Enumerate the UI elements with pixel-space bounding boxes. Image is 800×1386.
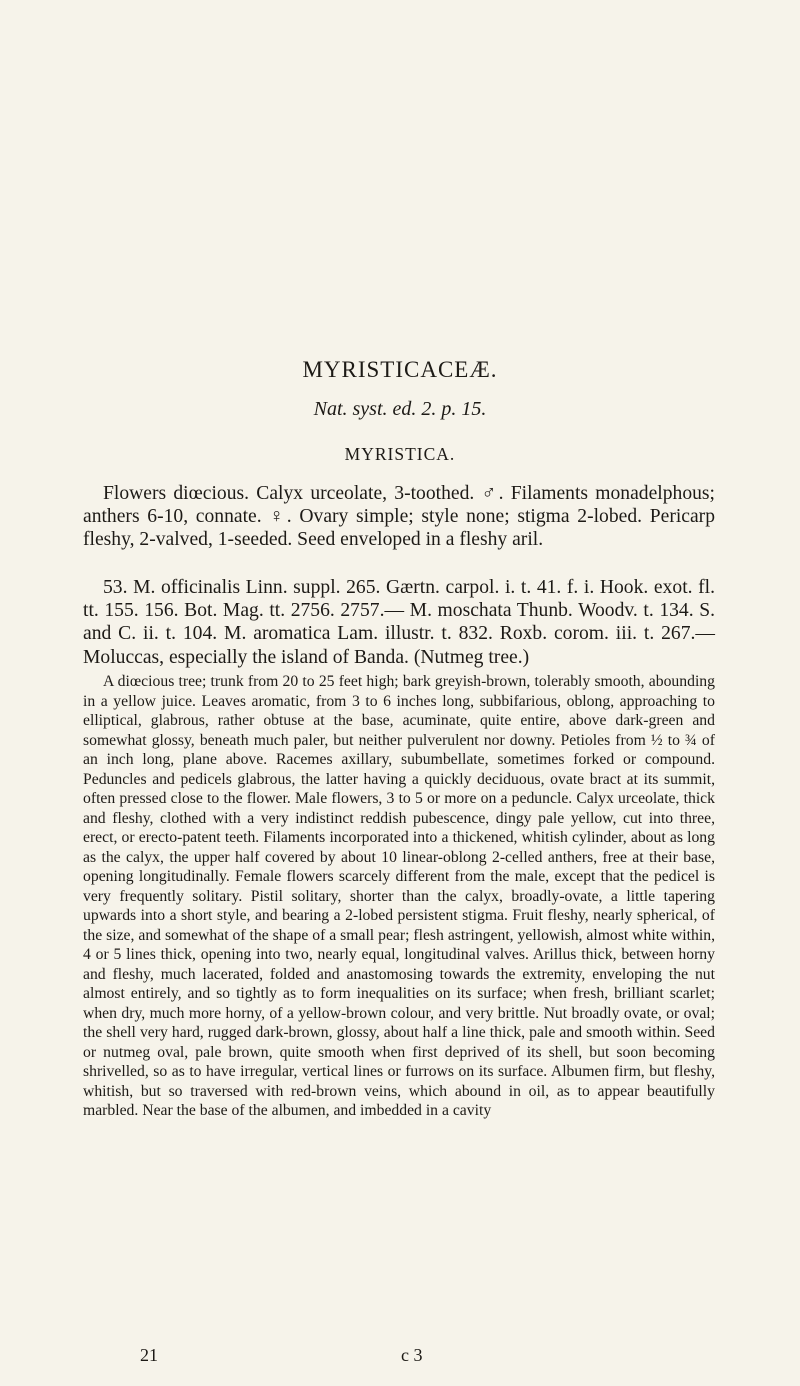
genus-description: Flowers diœcious. Calyx urceolate, 3-toothed. ♂. Filaments monadelphous; anthers 6-10, connate. ♀. Ovary simple; style none; stigma 2-lobed. Pericarp fleshy, 2-valved, 1-seeded. Seed enveloped in a fleshy aril. <box>83 483 715 551</box>
species-description: A diœcious tree; trunk from 20 to 25 feet high; bark greyish-brown, tolerably smooth, abounding in a yellow juice. Leaves aromatic, from 3 to 6 inches long, subbifarious, oblong, approaching to elliptical, glabrous, rather obtuse at the base, acuminate, quite entire, above dark-green and somewhat glossy, beneath much paler, but neither pulverulent nor downy. Petioles from ½ to ¾ of an inch long, plane above. Racemes axillary, subumbellate, sometimes forked or compound. Peduncles and pedicels glabrous, the latter having a quickly deciduous, ovate bract at its summit, often pressed close to the flower. Male flowers, 3 to 5 or more on a peduncle. Calyx urceolate, thick and fleshy, clothed with a very indistinct reddish pubescence, dingy pale yellow, cut into three, erect, or erecto-patent teeth. Filaments incorporated into a thickened, whitish cylinder, about as long as the calyx, the upper half covered by about 10 linear-oblong 2-celled anthers, free at their base, opening longitudinally. Female flowers scarcely different from the male, except that the pedicel is very frequently solitary. Pistil solitary, shorter than the calyx, broadly-ovate, a little tapering upwards into a short style, and bearing a 2-lobed persistent stigma. Fruit fleshy, nearly spherical, of the size, and somewhat of the shape of a small pear; flesh astringent, yellowish, almost white within, 4 or 5 lines thick, opening into two, nearly equal, longitudinal valves. Arillus thick, between horny and fleshy, much lacerated, folded and anastomosing towards the extremity, enveloping the nut almost entirely, and so tightly as to form inequalities on its surface; when fresh, brilliant scarlet; when dry, much more horny, of a yellow-brown colour, and very brittle. Nut broadly ovate, or oval; the shell very hard, rugged dark-brown, glossy, about half a line thick, pale and smooth within. Seed or nutmeg oval, pale brown, quite smooth when first deprived of its shell, but soon becoming shrivelled, so as to have irregular, vertical lines or furrows on its surface. Albumen firm, but fleshy, whitish, but so traversed with red-brown veins, which abound in oil, as to appear beautifully marbled. Near the base of the albumen, and imbedded in a cavity <box>83 673 715 1119</box>
order-title: MYRISTICACEÆ. <box>302 357 498 382</box>
page-footer <box>0 1345 800 1369</box>
species-entry-block <box>83 576 715 669</box>
species-description-block <box>83 672 715 1121</box>
genus-description-block <box>83 482 715 552</box>
signature-mark: c 3 <box>401 1345 423 1365</box>
genus-heading: MYRISTICA. <box>344 444 456 464</box>
natural-system-reference: Nat. syst. ed. 2. p. 15. <box>313 398 487 420</box>
sheet-number: 21 <box>140 1345 158 1365</box>
species-entry: 53. M. officinalis Linn. suppl. 265. Gærtn. carpol. i. t. 41. f. i. Hook. exot. fl. tt. 155. 156. Bot. Mag. tt. 2756. 2757.— M. moschata Thunb. Woodv. t. 134. S. and C. ii. t. 104. M. aromatica Lam. illustr. t. 832. Roxb. corom. iii. t. 267.— Moluccas, especially the island of Banda. (Nutmeg tree.) <box>83 577 715 668</box>
